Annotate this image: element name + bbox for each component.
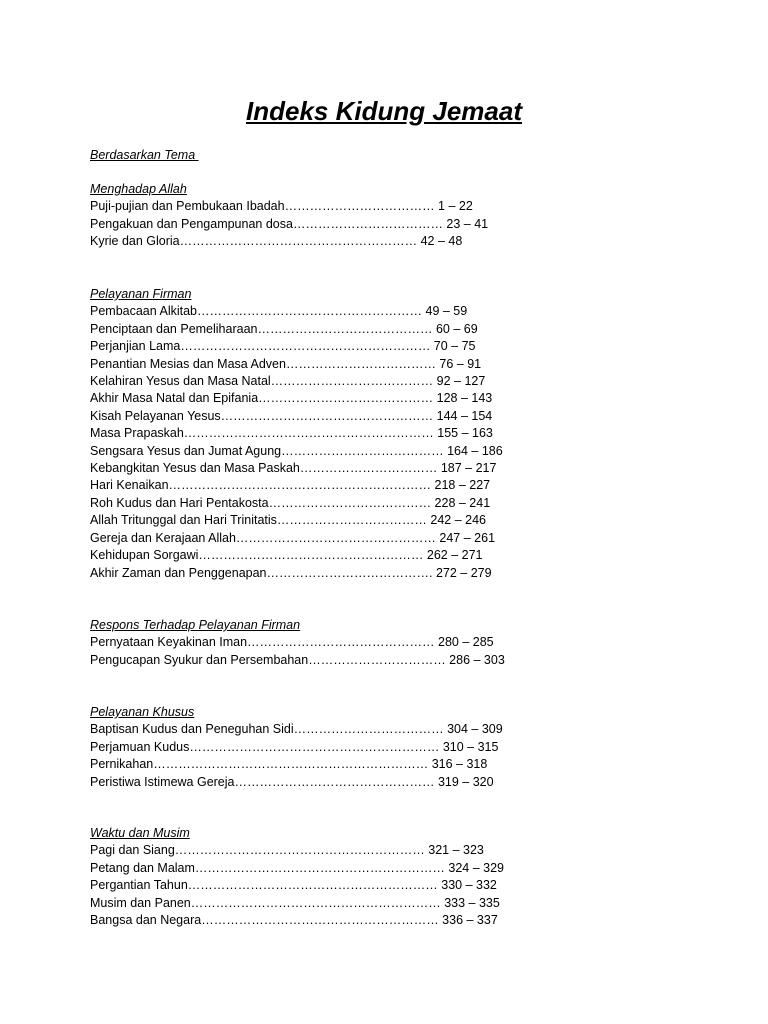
index-entry: Akhir Zaman dan Penggenapan…………………………………. 272 – 279 bbox=[90, 565, 492, 580]
section-waktu-dan-musim bbox=[90, 825, 710, 929]
index-entry: Allah Tritunggal dan Hari Trinitatis……………………………… 242 – 246 bbox=[90, 513, 486, 528]
index-entry: Pernikahan………………………………………………………… 316 – 318 bbox=[90, 757, 488, 772]
index-entry: Perjanjian Lama…………………………………………………… 70 – 75 bbox=[90, 339, 476, 354]
index-entry: Petang dan Malam…………………………………………………… 324 – 329 bbox=[90, 860, 505, 875]
index-entry: Gereja dan Kerajaan Allah………………………………………… 247 – 261 bbox=[90, 530, 496, 545]
index-entry: Pagi dan Siang…………………………………………………… 321 – 323 bbox=[90, 843, 484, 858]
index-entry: Perjamuan Kudus…………………………………………………… 310 – 315 bbox=[90, 739, 499, 754]
section-menghadap-allah bbox=[90, 181, 710, 251]
section-heading: Respons Terhadap Pelayanan Firman bbox=[90, 618, 301, 632]
index-entry: Kelahiran Yesus dan Masa Natal………………………………… 92 – 127 bbox=[90, 374, 486, 389]
index-entry: Kebangkitan Yesus dan Masa Paskah…………………………… 187 – 217 bbox=[90, 461, 497, 476]
section-heading: Waktu dan Musim bbox=[90, 826, 190, 840]
index-entry: Roh Kudus dan Hari Pentakosta………………………………… 228 – 241 bbox=[90, 495, 491, 510]
index-entry: Pembacaan Alkitab……………………………………………… 49 – 59 bbox=[90, 304, 468, 319]
index-entry: Peristiwa Istimewa Gereja………………………………………… 319 – 320 bbox=[90, 774, 494, 789]
index-entry: Pengakuan dan Pengampunan dosa……………………………… 23 – 41 bbox=[90, 216, 489, 231]
section-pelayanan-firman bbox=[90, 286, 710, 582]
index-entry: Pergantian Tahun…………………………………………………… 330 – 332 bbox=[90, 878, 497, 893]
index-entry: Sengsara Yesus dan Jumat Agung………………………………… 164 – 186 bbox=[90, 443, 503, 458]
index-entry: Penciptaan dan Pemeliharaan…………………………………… 60 – 69 bbox=[90, 321, 478, 336]
section-respons-terhadap-pelayanan-firman bbox=[90, 617, 710, 669]
index-entry: Hari Kenaikan……………………………………………………… 218 – 227 bbox=[90, 478, 491, 493]
index-entry: Masa Prapaskah…………………………………………………… 155 – 163 bbox=[90, 426, 493, 441]
index-entry: Kyrie dan Gloria………………………………………………… 42 – 48 bbox=[90, 234, 463, 249]
index-entry: Musim dan Panen…………………………………………………… 333 – 335 bbox=[90, 895, 500, 910]
index-entry: Akhir Masa Natal dan Epifania…………………………………… 128 – 143 bbox=[90, 391, 493, 406]
index-entry: Pernyataan Keyakinan Iman……………………………………… 280 – 285 bbox=[90, 635, 494, 650]
index-entry: Kehidupan Sorgawi……………………………………………… 262 – 271 bbox=[90, 548, 483, 563]
page-title: Indeks Kidung Jemaat bbox=[246, 96, 522, 126]
index-basis-label: Berdasarkan Tema bbox=[90, 148, 199, 162]
section-heading: Pelayanan Firman bbox=[90, 287, 192, 301]
index-entry: Baptisan Kudus dan Peneguhan Sidi……………………………… 304 – 309 bbox=[90, 722, 503, 737]
index-entry: Bangsa dan Negara………………………………………………… 336 – 337 bbox=[90, 913, 498, 928]
section-pelayanan-khusus bbox=[90, 704, 710, 791]
index-entry: Pengucapan Syukur dan Persembahan…………………………… 286 – 303 bbox=[90, 652, 505, 667]
section-heading: Menghadap Allah bbox=[90, 182, 187, 196]
index-entry: Puji-pujian dan Pembukaan Ibadah……………………………… 1 – 22 bbox=[90, 199, 473, 214]
index-entry: Penantian Mesias dan Masa Adven……………………………… 76 – 91 bbox=[90, 356, 482, 371]
index-entry: Kisah Pelayanan Yesus…………………………………………… 144 – 154 bbox=[90, 408, 493, 423]
section-heading: Pelayanan Khusus bbox=[90, 705, 195, 719]
